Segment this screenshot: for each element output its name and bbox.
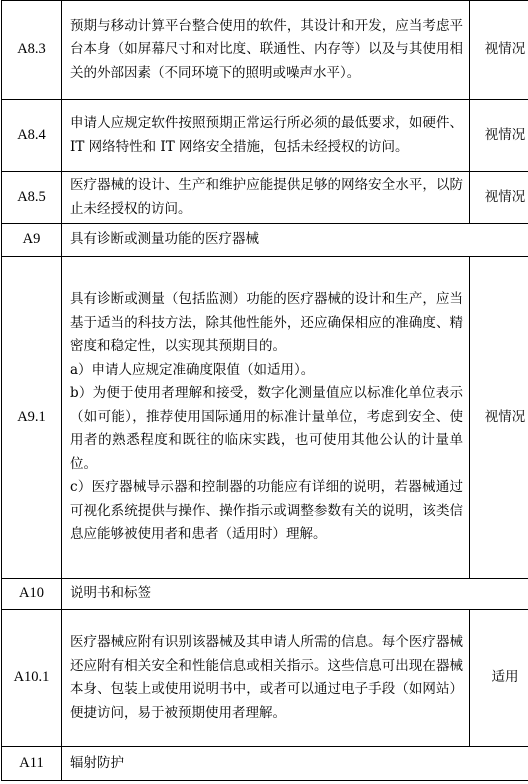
description-item-a: a）申请人应规定准确度限值（如适用）。 [70,361,315,378]
section-title: 具有诊断或测量功能的医疗器械 [62,224,528,257]
section-code: A10 [2,579,62,610]
row-applicability: 视情况 [470,100,528,172]
section-title: 说明书和标签 [62,579,528,610]
row-description [62,1,470,100]
row-applicability: 视情况 [470,1,528,100]
row-code: A8.5 [2,172,62,224]
description-paragraph: 具有诊断或测量（包括监测）功能的医疗器械的设计和生产，应当基于适当的科技方法，除其他性能外，还应确保相应的准确度、精密度和稳定性，以实现其预期目的。 [70,291,463,355]
row-applicability: 适用 [470,610,528,747]
section-row [2,747,528,781]
description-paragraph: 申请人应规定软件按照预期正常运行所必须的最低要求，如硬件、IT 网络特性和 IT 网络安全措施，包括未经授权的访问。 [70,115,463,155]
section-code: A11 [2,747,62,781]
row-description [62,100,470,172]
table-row [2,100,528,172]
table-row [2,257,528,579]
table-row [2,610,528,747]
description-item-b: b）为便于使用者理解和接受，数字化测量值应以标准化单位表示（如可能），推荐使用国际通用的标准计量单位，考虑到安全、使用者的熟悉程度和既往的临床实践，也可使用其他公认的计量单位。 [70,385,463,472]
section-code: A9 [2,224,62,257]
description-paragraph: 医疗器械的设计、生产和维护应能提供足够的网络安全水平，以防止未经授权的访问。 [70,177,463,217]
row-code: A10.1 [2,610,62,747]
row-description [62,172,470,224]
row-code: A9.1 [2,257,62,579]
row-description [62,610,470,747]
row-code: A8.3 [2,1,62,100]
description-item-c: c）医疗器械导示器和控制器的功能应有详细的说明，若器械通过可视化系统提供与操作、操作指示或调整参数有关的说明，该类信息应能够被使用者和患者（适用时）理解。 [70,479,463,543]
row-code: A8.4 [2,100,62,172]
row-applicability: 视情况 [470,172,528,224]
section-title: 辐射防护 [62,747,528,781]
section-row [2,579,528,610]
requirements-table [1,0,528,781]
row-description [62,257,470,579]
table-row [2,1,528,100]
description-paragraph: 预期与移动计算平台整合使用的软件，其设计和开发，应当考虑平台本身（如屏幕尺寸和对比度、联通性、内存等）以及与其使用相关的外部因素（不同环境下的照明或噪声水平）。 [70,17,463,81]
section-row [2,224,528,257]
table-row [2,172,528,224]
row-applicability: 视情况 [470,257,528,579]
description-paragraph: 医疗器械应附有识别该器械及其申请人所需的信息。每个医疗器械还应附有相关安全和性能信息或相关指示。这些信息可出现在器械本身、包装上或使用说明书中，或者可以通过电子手段（如网站）便捷访问，易于被预期使用者理解。 [70,634,463,721]
